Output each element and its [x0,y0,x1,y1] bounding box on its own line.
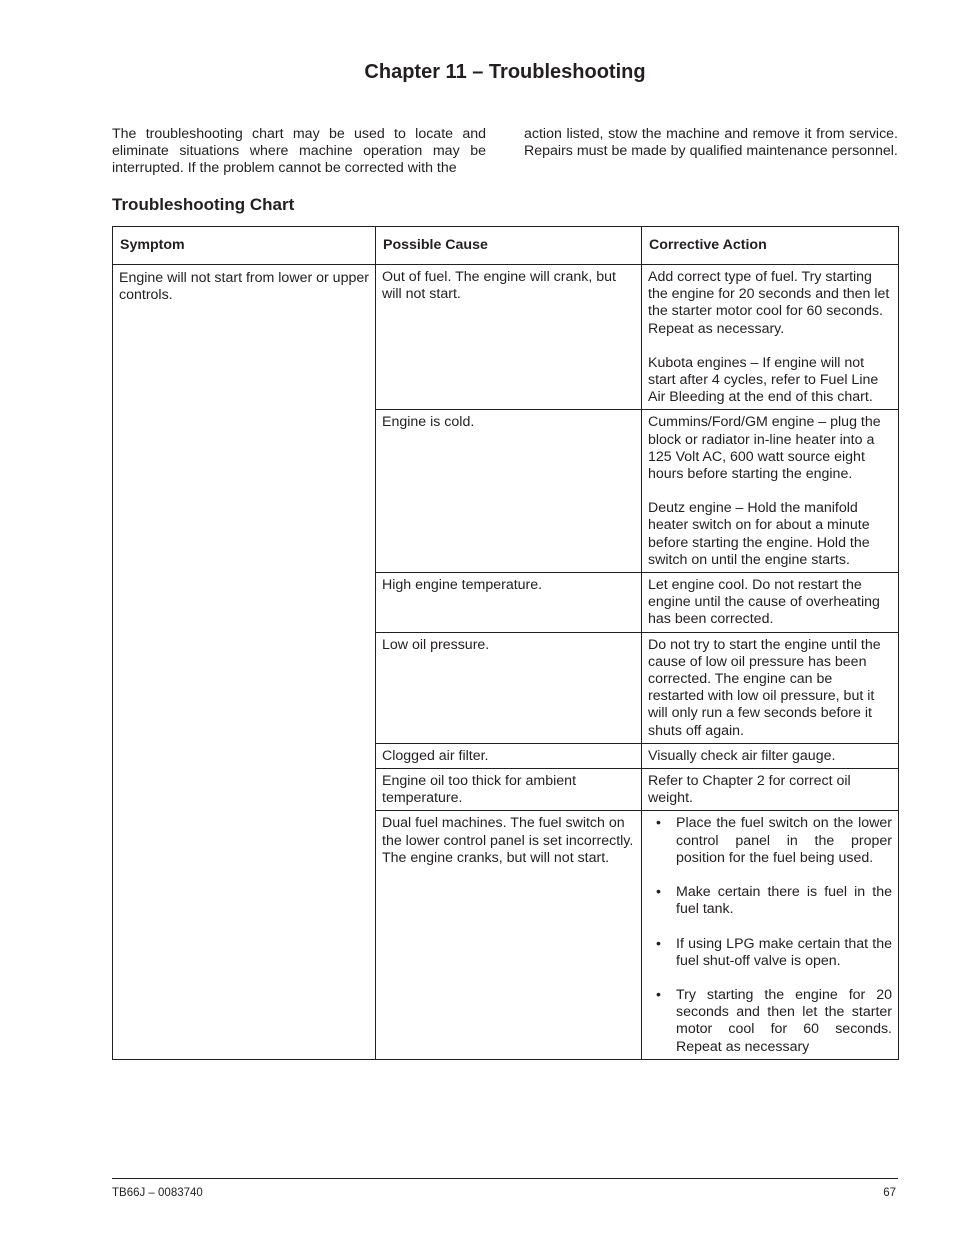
action-text: Let engine cool. Do not restart the engine until the cause of overheating has been corrected. [648,577,880,628]
action-cell [642,265,899,410]
action-text: Do not try to start the engine until the cause of low oil pressure has been corrected. The engine can be restarted with low oil pressure, but it will only run a few seconds before it shuts off again. [648,636,881,739]
action-text: Kubota engines – If engine will not start after 4 cycles, refer to Fuel Line Air Bleeding at the end of this chart. [648,354,879,406]
footer-divider [112,1178,898,1179]
chapter-title: Chapter 11 – Troubleshooting [364,61,646,83]
symptom-cell: Engine will not start from lower or upper controls. [113,265,376,1060]
header-possible-cause: Possible Cause [376,227,642,265]
action-cell [642,743,899,768]
table-header-row [113,227,899,265]
action-text: Add correct type of fuel. Try starting the engine for 20 seconds and then let the starter motor cool for 60 seconds. Repeat as necessary. [648,269,890,337]
action-cell [642,769,899,811]
header-symptom: Symptom [113,227,376,265]
cause-cell: Out of fuel. The engine will crank, but will not start. [376,265,642,410]
action-bullet-list [648,815,892,1055]
action-text: Visually check air filter gauge. [648,747,836,764]
troubleshooting-table [112,226,899,1060]
cause-cell: Clogged air filter. [376,743,642,768]
action-bullet: • Place the fuel switch on the lower control panel in the proper position for the fuel being used. [648,815,892,867]
action-cell [642,632,899,743]
cause-cell: Dual fuel machines. The fuel switch on the lower control panel is set incorrectly. The engine cranks, but will not start. [376,811,642,1059]
intro-text [112,126,898,178]
action-cell [642,410,899,573]
action-text: Cummins/Ford/GM engine – plug the block or radiator in-line heater into a 125 Volt AC, 600 watt source eight hours before starting the engine. [648,414,881,483]
section-title: Troubleshooting Chart [112,195,295,214]
table-row [113,265,899,410]
cause-cell: Engine is cold. [376,410,642,573]
cause-cell: Low oil pressure. [376,632,642,743]
intro-column-1: The troubleshooting chart may be used to locate and eliminate situations where machine operation may be interrupted. If the problem cannot be corrected with the [112,126,486,177]
action-cell [642,811,899,1059]
cause-cell: Engine oil too thick for ambient temperature. [376,769,642,811]
action-bullet: • Try starting the engine for 20 seconds and then let the starter motor cool for 60 seconds. Repeat as necessary [648,987,892,1056]
header-corrective-action: Corrective Action [642,227,899,265]
action-text: Refer to Chapter 2 for correct oil weight. [648,773,851,807]
intro-column-2: action listed, stow the machine and remove it from service. Repairs must be made by qualified maintenance personnel. [524,126,898,160]
action-text: Deutz engine – Hold the manifold heater switch on for about a minute before starting the engine. Hold the switch on until the engine starts. [648,500,870,568]
cause-cell: High engine temperature. [376,573,642,633]
action-cell [642,573,899,633]
action-bullet: • If using LPG make certain that the fuel shut-off valve is open. [648,936,892,970]
footer-page-number: 67 [883,1187,896,1199]
action-bullet: • Make certain there is fuel in the fuel tank. [648,884,892,918]
footer-document-id: TB66J – 0083740 [112,1187,203,1199]
